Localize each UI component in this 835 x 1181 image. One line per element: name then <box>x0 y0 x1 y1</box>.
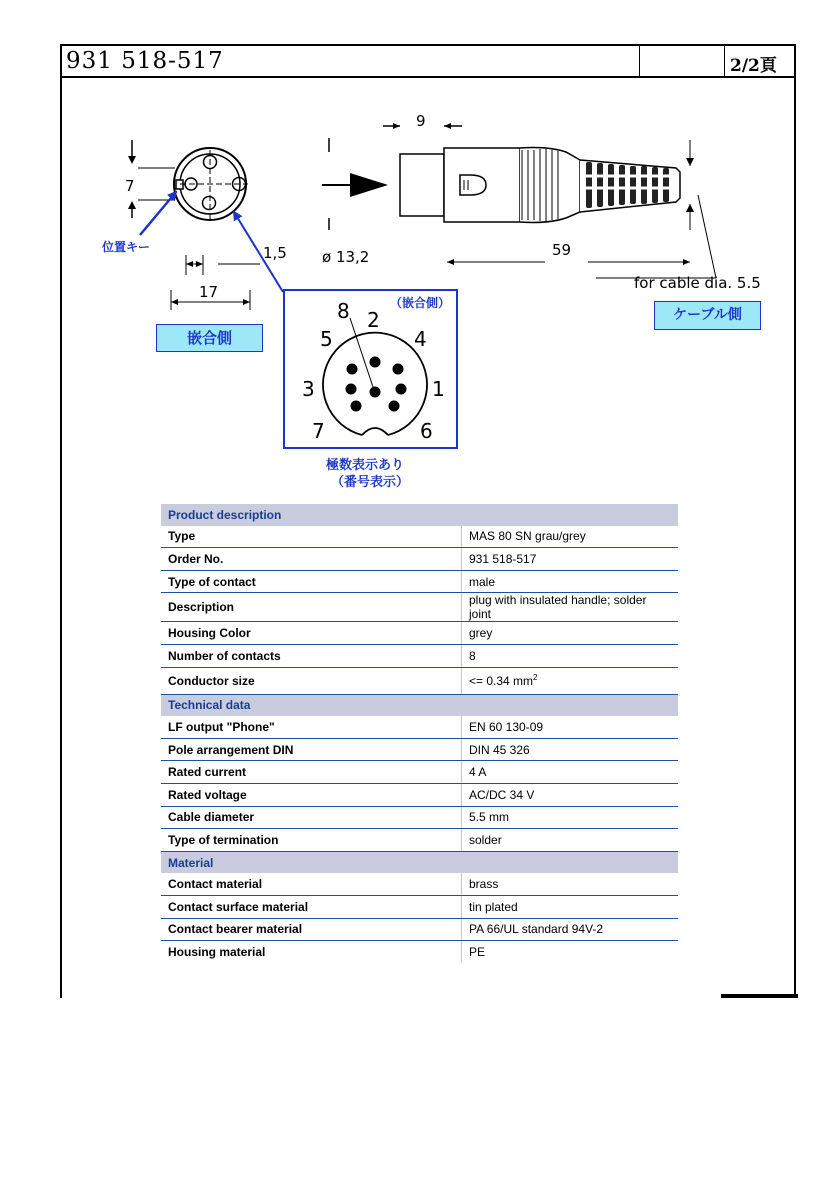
table-row: Cable diameter 5.5 mm <box>161 806 678 829</box>
polarity-note-line2: （番号表示） <box>331 475 410 490</box>
pin-5-label: 5 <box>320 327 333 351</box>
table-row: Housing Color grey <box>161 622 678 645</box>
table-row: Contact bearer material PA 66/UL standard 94V-2 <box>161 918 678 941</box>
table-row: Housing material PE <box>161 941 678 963</box>
pin-1-label: 1 <box>432 377 445 401</box>
table-row: Description plug with insulated handle; solder joint <box>161 593 678 622</box>
pin-8-label: 8 <box>337 299 350 323</box>
table-row: Type MAS 80 SN grau/grey <box>161 526 678 548</box>
section-material: Material <box>161 851 678 873</box>
key-position-label: 位置キー <box>102 240 151 254</box>
dim-length-59: 59 <box>552 241 572 259</box>
table-row: Rated current 4 A <box>161 761 678 784</box>
dim-height-7: 7 <box>125 177 135 195</box>
section-product-description: Product description <box>161 504 678 526</box>
pin-3-label: 3 <box>302 377 315 401</box>
dim-length-9: 9 <box>416 112 426 130</box>
pin-6-label: 6 <box>420 419 433 443</box>
cable-side-box: ケーブル側 <box>654 301 761 330</box>
table-row: Rated voltage AC/DC 34 V <box>161 783 678 806</box>
table-row: Type of termination solder <box>161 829 678 852</box>
table-row: Order No. 931 518-517 <box>161 548 678 571</box>
mating-side-note: （嵌合側） <box>390 296 451 310</box>
mating-side-box: 嵌合側 <box>156 324 263 352</box>
pin-7-label: 7 <box>312 419 325 443</box>
polarity-note-line1: 極数表示あり <box>326 458 405 473</box>
pin-2-label: 2 <box>367 308 380 332</box>
table-row: Contact material brass <box>161 873 678 895</box>
section-technical-data: Technical data <box>161 694 678 716</box>
spec-table <box>161 504 678 963</box>
dim-key-1-5: 1,5 <box>263 244 287 262</box>
cable-note: for cable dia. 5.5 <box>634 274 761 292</box>
dim-width-17: 17 <box>199 283 219 301</box>
table-row: Type of contact male <box>161 570 678 593</box>
table-row: Pole arrangement DIN DIN 45 326 <box>161 738 678 761</box>
page-indicator: 2/2頁 <box>730 56 777 76</box>
pin-4-label: 4 <box>414 327 427 351</box>
side-view <box>322 148 680 223</box>
document-number: 931 518-517 <box>66 48 224 74</box>
table-row: Contact surface material tin plated <box>161 895 678 918</box>
table-row: Conductor size <= 0.34 $mm^2$ <box>161 667 678 694</box>
dim-diameter: ø 13,2 <box>322 248 370 266</box>
table-row: Number of contacts 8 <box>161 644 678 667</box>
front-view <box>174 148 248 222</box>
table-row: LF output "Phone" EN 60 130-09 <box>161 716 678 738</box>
